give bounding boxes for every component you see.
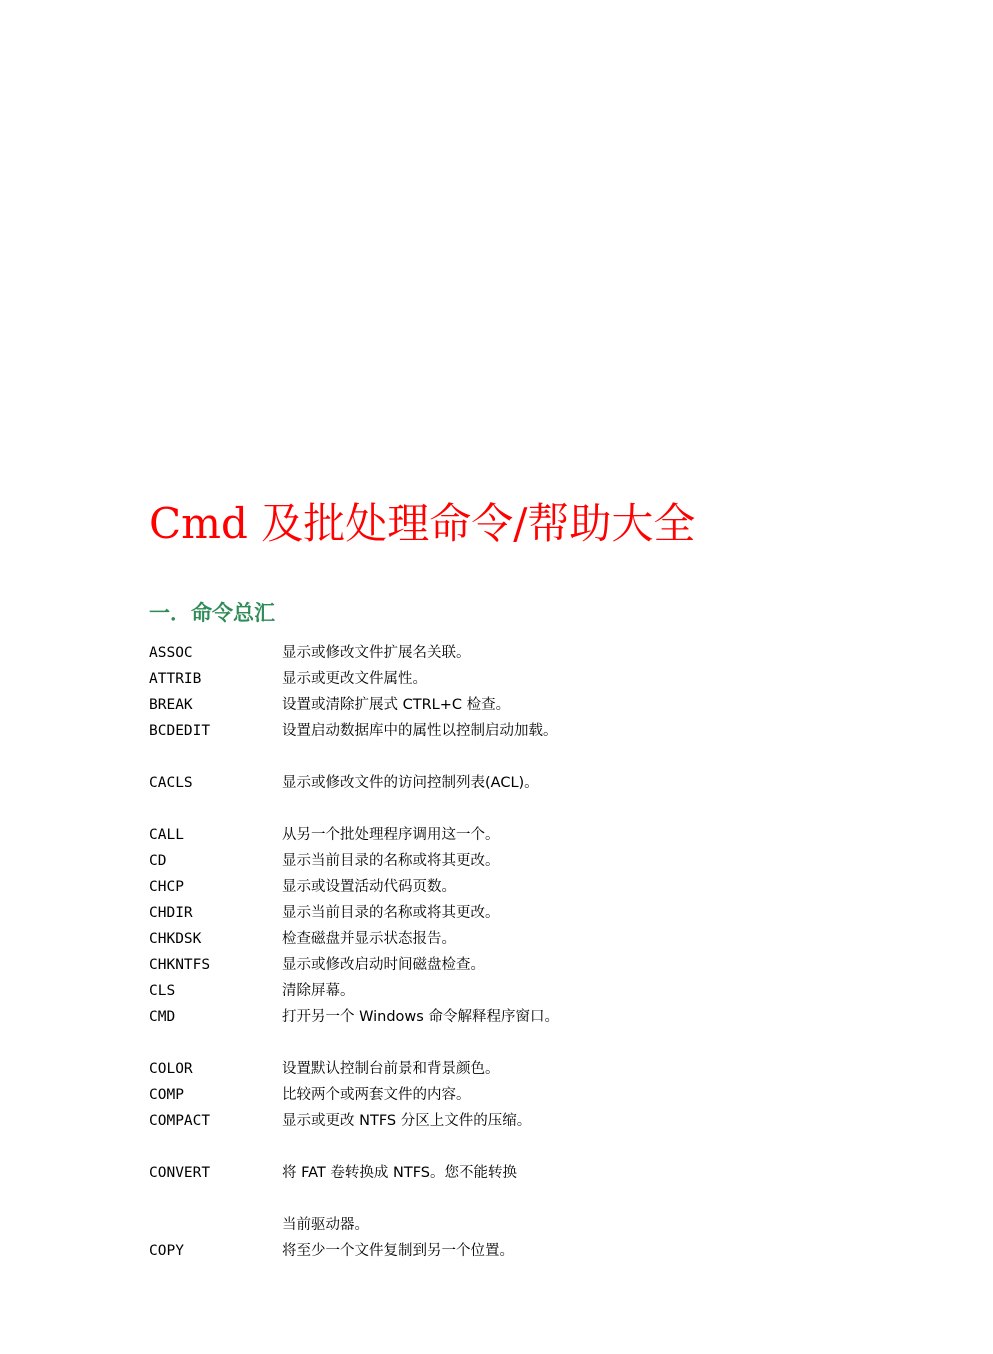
command-row — [149, 822, 849, 848]
command-description: 打开另一个 Windows 命令解释程序窗口。 — [282, 1009, 559, 1025]
command-row — [149, 640, 849, 666]
command-name: CMD — [149, 1009, 176, 1025]
command-description: 显示或修改启动时间磁盘检查。 — [282, 957, 485, 973]
command-name: COLOR — [149, 1061, 193, 1077]
command-description: 显示或设置活动代码页数。 — [282, 879, 456, 895]
command-row — [149, 1056, 849, 1082]
command-description: 设置启动数据库中的属性以控制启动加载。 — [282, 723, 558, 739]
command-name: ATTRIB — [149, 671, 202, 687]
blank-row — [149, 796, 849, 822]
command-name: CACLS — [149, 775, 193, 791]
command-list — [149, 640, 849, 1264]
command-name: COMPACT — [149, 1113, 211, 1129]
command-row — [149, 718, 849, 744]
command-name: COPY — [149, 1243, 184, 1259]
command-row — [149, 952, 849, 978]
command-name: BCDEDIT — [149, 723, 211, 739]
command-name: ASSOC — [149, 645, 193, 661]
command-row — [149, 770, 849, 796]
command-row-continuation — [149, 1212, 849, 1238]
command-row — [149, 1082, 849, 1108]
command-description: 从另一个批处理程序调用这一个。 — [282, 827, 500, 843]
command-description: 显示或更改文件属性。 — [282, 671, 427, 687]
command-row — [149, 1108, 849, 1134]
command-description: 设置或清除扩展式 CTRL+C 检查。 — [282, 697, 511, 713]
blank-row — [149, 1186, 849, 1212]
command-description: 显示或修改文件的访问控制列表(ACL)。 — [282, 775, 539, 791]
command-name: CHCP — [149, 879, 184, 895]
command-row — [149, 1004, 849, 1030]
command-row — [149, 666, 849, 692]
command-description: 检查磁盘并显示状态报告。 — [282, 931, 456, 947]
section-heading: 一．命令总汇 — [149, 601, 275, 625]
command-name: CALL — [149, 827, 184, 843]
command-name: CHDIR — [149, 905, 193, 921]
command-name: CONVERT — [149, 1165, 211, 1181]
blank-row — [149, 1030, 849, 1056]
command-name: CD — [149, 853, 167, 869]
command-name: COMP — [149, 1087, 184, 1103]
command-description: 比较两个或两套文件的内容。 — [282, 1087, 471, 1103]
command-name: CHKNTFS — [149, 957, 211, 973]
blank-row — [149, 744, 849, 770]
command-description: 将至少一个文件复制到另一个位置。 — [282, 1243, 514, 1259]
command-name: BREAK — [149, 697, 193, 713]
command-description: 显示或更改 NTFS 分区上文件的压缩。 — [282, 1113, 532, 1129]
command-row — [149, 926, 849, 952]
command-name: CLS — [149, 983, 176, 999]
command-row — [149, 692, 849, 718]
command-row — [149, 848, 849, 874]
command-description: 设置默认控制台前景和背景颜色。 — [282, 1061, 500, 1077]
command-row — [149, 1160, 849, 1186]
command-description: 显示当前目录的名称或将其更改。 — [282, 853, 500, 869]
command-description: 当前驱动器。 — [282, 1217, 369, 1233]
command-description: 将 FAT 卷转换成 NTFS。您不能转换 — [282, 1165, 517, 1181]
command-description: 清除屏幕。 — [282, 983, 355, 999]
document-title: Cmd 及批处理命令/帮助大全 — [149, 499, 696, 548]
command-row — [149, 900, 849, 926]
command-row — [149, 874, 849, 900]
blank-row — [149, 1134, 849, 1160]
command-row — [149, 978, 849, 1004]
command-description: 显示或修改文件扩展名关联。 — [282, 645, 471, 661]
command-description: 显示当前目录的名称或将其更改。 — [282, 905, 500, 921]
command-row — [149, 1238, 849, 1264]
command-name: CHKDSK — [149, 931, 202, 947]
